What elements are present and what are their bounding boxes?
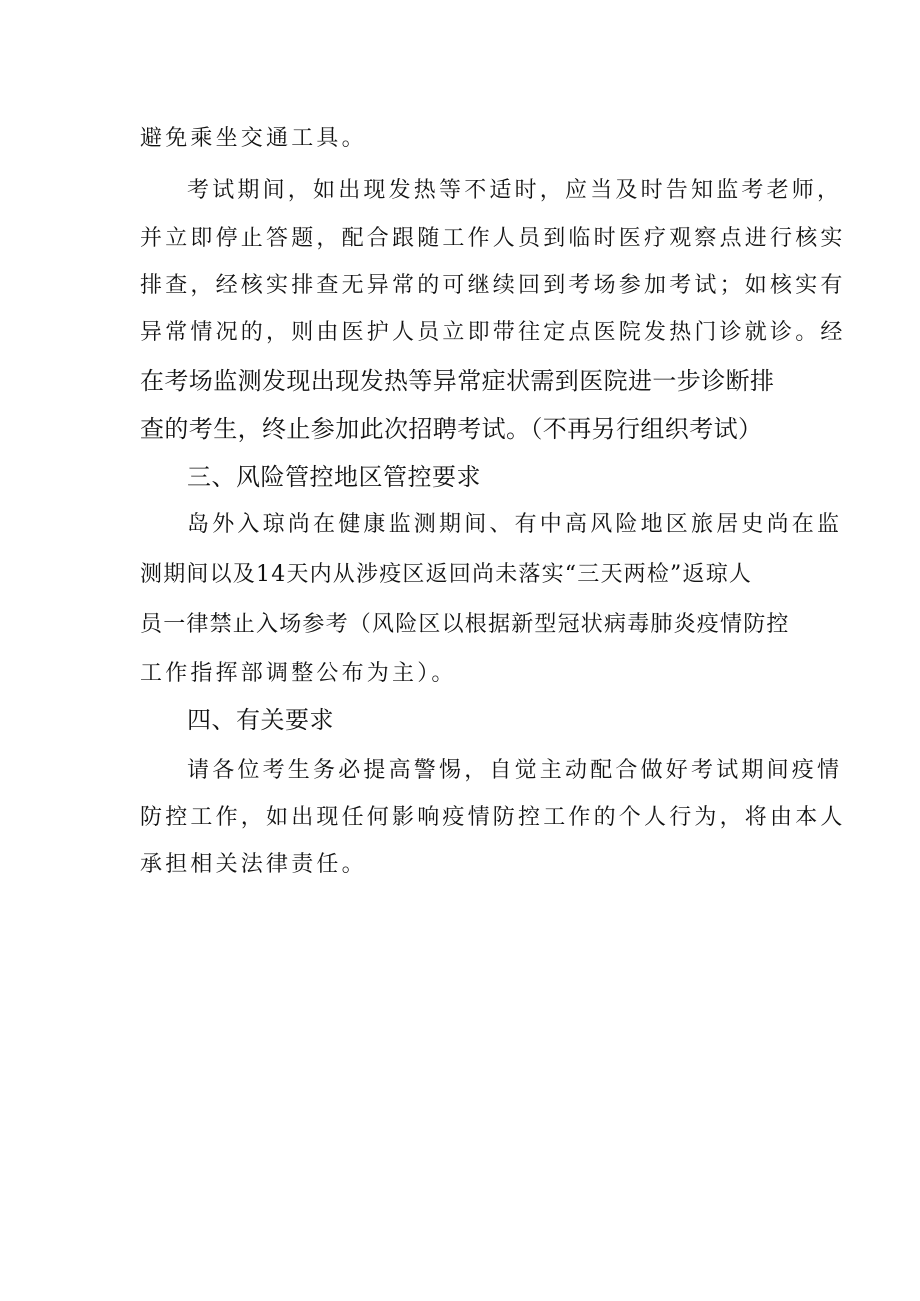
paragraph-line: 防控工作，如出现任何影响疫情防控工作的个人行为，将由本人 bbox=[140, 805, 846, 830]
paragraph-line: 岛外入琼尚在健康监测期间、有中高风险地区旅居史尚在监 bbox=[187, 512, 843, 537]
paragraph-line: 考试期间，如出现发热等不适时，应当及时告知监考老师， bbox=[187, 178, 843, 203]
paragraph-line: 查的考生，终止参加此次招聘考试。（不再另行组织考试） bbox=[140, 415, 763, 443]
section-heading: 四、有关要求 bbox=[187, 706, 334, 734]
paragraph-line: 测期间以及14天内从涉疫区返回尚未落实“三天两检”返琼人 bbox=[140, 562, 753, 587]
paragraph-line: 员一律禁止入场参考（风险区以根据新型冠状病毒肺炎疫情防控 bbox=[140, 612, 790, 637]
paragraph-line: 承担相关法律责任。 bbox=[140, 852, 367, 877]
paragraph-line: 避免乘坐交通工具。 bbox=[140, 126, 367, 151]
paragraph-line: 在考场监测发现出现发热等异常症状需到医院进一步诊断排 bbox=[140, 367, 775, 395]
paragraph-line: 请各位考生务必提高警惕，自觉主动配合做好考试期间疫情 bbox=[187, 758, 843, 783]
paragraph-line: 并立即停止答题，配合跟随工作人员到临时医疗观察点进行核实 bbox=[140, 226, 846, 251]
paragraph-line: 异常情况的，则由医护人员立即带往定点医院发热门诊就诊。经 bbox=[140, 320, 846, 345]
section-heading: 三、风险管控地区管控要求 bbox=[187, 463, 481, 491]
paragraph-line: 排查，经核实排查无异常的可继续回到考场参加考试；如核实有 bbox=[140, 273, 846, 298]
paragraph-line: 工作指挥部调整公布为主）。 bbox=[140, 661, 457, 686]
